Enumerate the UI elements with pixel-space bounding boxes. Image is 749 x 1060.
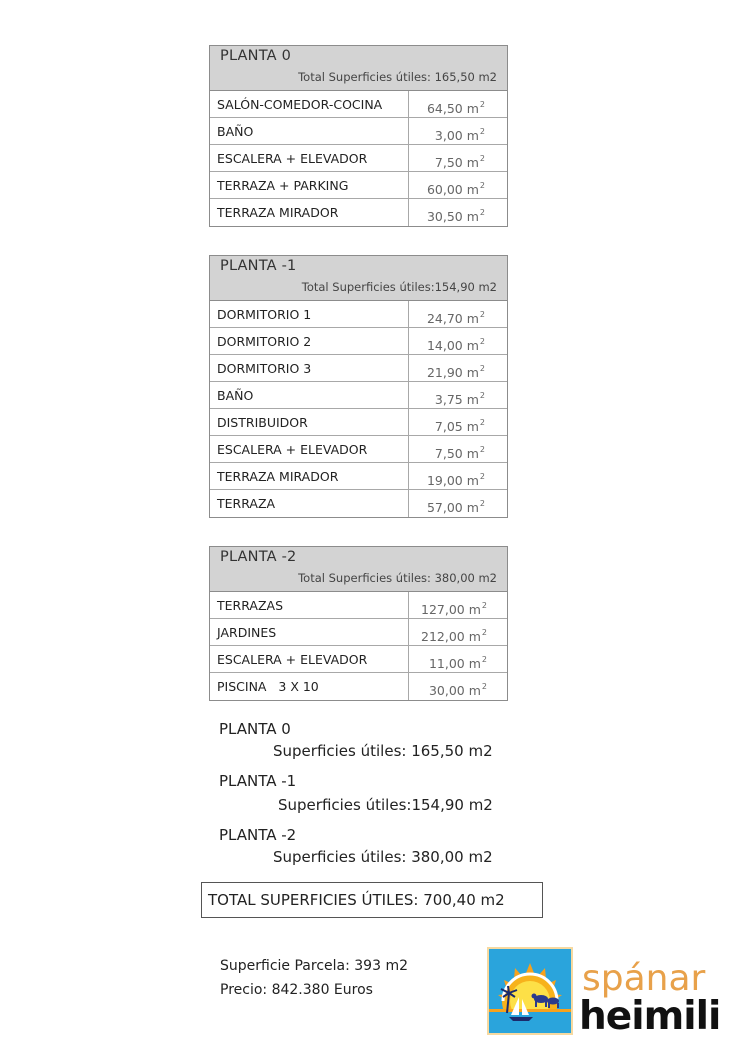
grand-total-box: TOTAL SUPERFICIES ÚTILES: 700,40 m2 (201, 882, 543, 918)
table-row (210, 490, 507, 517)
room-name: TERRAZAS (210, 592, 409, 618)
room-name: TERRAZA MIRADOR (210, 463, 409, 489)
room-name: BAÑO (210, 118, 409, 144)
room-name: DORMITORIO 3 (210, 355, 409, 381)
table-row (210, 646, 507, 673)
sun-beach-icon (489, 949, 571, 1033)
table-row (210, 301, 507, 328)
summary-planta-2-label: PLANTA -2 (219, 826, 297, 844)
summary-planta-0-value: Superficies útiles: 165,50 m2 (273, 742, 493, 760)
room-name: DORMITORIO 1 (210, 301, 409, 327)
floor-total: Total Superficies útiles:154,90 m2 (301, 280, 497, 294)
table-row (210, 172, 507, 199)
room-area: 11,00 $m^2$ (428, 655, 487, 671)
room-area: 7,05 $m^2$ (434, 418, 485, 434)
room-area: 30,50 $m^2$ (426, 208, 485, 224)
room-name: DORMITORIO 2 (210, 328, 409, 354)
room-name: DISTRIBUIDOR (210, 409, 409, 435)
room-name: ESCALERA + ELEVADOR (210, 646, 409, 672)
table-planta-minus-1 (209, 255, 508, 518)
logo-word-heimili: heimili (579, 994, 721, 1039)
room-area: 7,50 $m^2$ (434, 445, 485, 461)
table-row (210, 463, 507, 490)
room-area: 24,70 $m^2$ (426, 310, 485, 326)
table-row (210, 592, 507, 619)
room-area: 3,75 $m^2$ (434, 391, 485, 407)
room-area: 7,50 $m^2$ (434, 154, 485, 170)
room-area: 212,00 $m^2$ (421, 628, 487, 644)
summary-planta-1-value: Superficies útiles:154,90 m2 (278, 796, 493, 814)
price: Precio: 842.380 Euros (220, 982, 373, 998)
room-area: 127,00 $m^2$ (421, 601, 487, 617)
table-row (210, 409, 507, 436)
table-row (210, 436, 507, 463)
room-name: TERRAZA MIRADOR (210, 199, 409, 226)
summary-planta-2-value: Superficies útiles: 380,00 m2 (273, 848, 493, 866)
room-name: TERRAZA + PARKING (210, 172, 409, 198)
room-name: BAÑO (210, 382, 409, 408)
floor-title: PLANTA -1 (220, 258, 297, 274)
room-name: PISCINA 3 X 10 (210, 673, 409, 700)
table-row (210, 673, 507, 700)
summary-planta-1-label: PLANTA -1 (219, 772, 297, 790)
table-planta-minus-2 (209, 546, 508, 701)
floor-title: PLANTA -2 (220, 549, 297, 565)
room-area: 60,00 $m^2$ (426, 181, 485, 197)
room-name: SALÓN-COMEDOR-COCINA (210, 91, 409, 117)
table-row (210, 619, 507, 646)
plot-area: Superficie Parcela: 393 m2 (220, 958, 408, 974)
table-header (210, 256, 507, 301)
room-name: TERRAZA (210, 490, 409, 517)
room-area: 64,50 $m^2$ (426, 100, 485, 116)
table-row (210, 328, 507, 355)
summary-planta-0-label: PLANTA 0 (219, 720, 291, 738)
table-row (210, 199, 507, 226)
logo-word-spanar: spánar (582, 958, 706, 999)
table-header (210, 547, 507, 592)
room-name: JARDINES (210, 619, 409, 645)
table-row (210, 382, 507, 409)
table-row (210, 145, 507, 172)
room-area: 3,00 $m^2$ (434, 127, 485, 143)
floor-total: Total Superficies útiles: 380,00 m2 (298, 571, 497, 585)
room-area: 19,00 $m^2$ (426, 472, 485, 488)
room-area: 21,90 $m^2$ (426, 364, 485, 380)
table-row (210, 91, 507, 118)
room-area: 30,00 $m^2$ (428, 682, 487, 698)
table-row (210, 355, 507, 382)
floor-total: Total Superficies útiles: 165,50 m2 (298, 70, 497, 84)
room-name: ESCALERA + ELEVADOR (210, 436, 409, 462)
table-header (210, 46, 507, 91)
room-area: 14,00 $m^2$ (426, 337, 485, 353)
logo-image (487, 947, 573, 1035)
room-area: 57,00 $m^2$ (426, 499, 485, 515)
floor-title: PLANTA 0 (220, 48, 292, 64)
table-planta-0 (209, 45, 508, 227)
room-name: ESCALERA + ELEVADOR (210, 145, 409, 171)
table-row (210, 118, 507, 145)
